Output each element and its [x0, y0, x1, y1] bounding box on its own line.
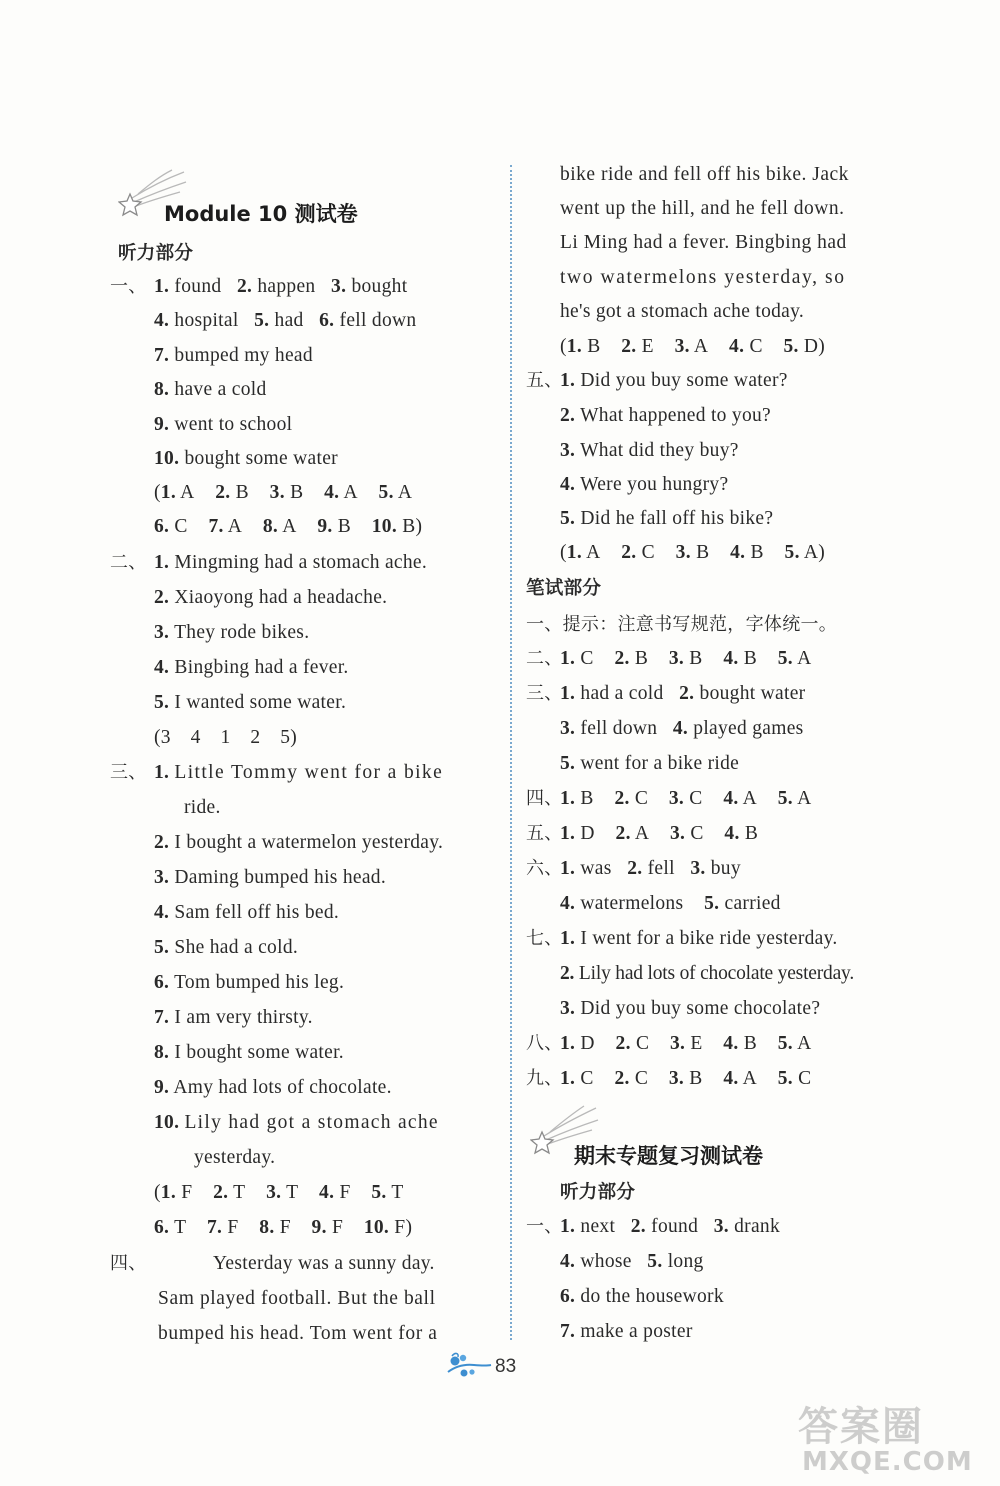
s4-cont-line-1: bike ride and fell off his bike. Jack [560, 164, 849, 185]
s3-item-2: 2. I bought a watermelon yesterday. [154, 832, 444, 853]
page-number: 83 [495, 1356, 517, 1377]
w4-answers: 1. B 2. C 3. C 4. A 5. A [560, 788, 812, 809]
s3-answers-2: 6. T 7. F 8. F 9. F 10. F) [154, 1217, 413, 1238]
s5-item-3: 3. What did they buy? [560, 440, 739, 461]
s3-number: 三、 [110, 762, 147, 783]
s3-item-8: 8. I bought some water. [154, 1042, 344, 1063]
w6-row-2: 4. watermelons 5. carried [560, 893, 781, 914]
s3-item-1: 1. Little Tommy went for a bike [154, 762, 444, 783]
s5-number: 五、 [526, 370, 563, 391]
w2-number: 二、 [526, 648, 563, 669]
w3-row-1: 1. had a cold 2. bought water [560, 683, 806, 704]
listening-section-heading: 听力部分 [118, 243, 194, 264]
w9-answers: 1. C 2. C 3. B 4. A 5. C [560, 1068, 812, 1089]
s3-item-5: 5. She had a cold. [154, 937, 299, 958]
s1-row-5: 9. went to school [154, 414, 293, 435]
final-title-block [528, 1104, 908, 1168]
w1-line: 一、提示：注意书写规范，字体统一。 [526, 614, 838, 635]
watermark [790, 1395, 995, 1483]
f1-row-2: 4. whose 5. long [560, 1251, 704, 1272]
watermark-url-text: MXQE.COM [802, 1447, 973, 1477]
s1-answers-2: 6. C 7. A 8. A 9. B 10. B) [154, 516, 423, 537]
s4-cont-line-3: Li Ming had a fever. Bingbing had [560, 232, 847, 253]
written-section-heading: 笔试部分 [526, 578, 602, 599]
s2-item-5: 5. I wanted some water. [154, 692, 347, 713]
final-review-title: 期末专题复习测试卷 [574, 1144, 763, 1168]
w3-row-2: 3. fell down 4. played games [560, 718, 804, 739]
s2-number: 二、 [110, 552, 147, 573]
s5-item-4: 4. Were you hungry? [560, 474, 729, 495]
s4-number: 四、 [110, 1253, 147, 1274]
s2-item-1: 1. Mingming had a stomach ache. [154, 552, 428, 573]
f1-row-4: 7. make a poster [560, 1321, 693, 1342]
s4-answers: (1. B 2. E 3. A 4. C 5. D) [560, 336, 826, 357]
s3-item-3: 3. Daming bumped his head. [154, 867, 387, 888]
s5-item-1: 1. Did you buy some water? [560, 370, 788, 391]
w6-number: 六、 [526, 858, 563, 879]
watermark-logo-text: 答案圈 [798, 1404, 924, 1450]
s5-answers: (1. A 2. C 3. B 4. B 5. A) [560, 542, 826, 563]
s1-row-3: 7. bumped my head [154, 345, 313, 366]
w3-row-3: 5. went for a bike ride [560, 753, 740, 774]
s3-item-9: 9. Amy had lots of chocolate. [154, 1077, 392, 1098]
s4-cont-line-4: two watermelons yesterday, so [560, 267, 846, 288]
s1-row-1: 1. found 2. happen 3. bought [154, 276, 408, 297]
w5-answers: 1. D 2. A 3. C 4. B [560, 823, 759, 844]
s4-line-3: bumped his head. Tom went for a [158, 1323, 438, 1344]
f1-row-3: 6. do the housework [560, 1286, 724, 1307]
s4-cont-line-5: he's got a stomach ache today. [560, 301, 805, 322]
w8-answers: 1. D 2. C 3. E 4. B 5. A [560, 1033, 812, 1054]
s2-item-3: 3. They rode bikes. [154, 622, 310, 643]
s3-item-7: 7. I am very thirsty. [154, 1007, 313, 1028]
w8-number: 八、 [526, 1033, 563, 1054]
w7-item-3: 3. Did you buy some chocolate? [560, 998, 821, 1019]
f1-row-1: 1. next 2. found 3. drank [560, 1216, 781, 1237]
s3-item-10-cont: yesterday. [194, 1147, 276, 1168]
s3-item-1-cont: ride. [184, 797, 221, 818]
footer-flower-icon [446, 1352, 492, 1380]
s1-row-4: 8. have a cold [154, 379, 267, 400]
s1-row-6: 10. bought some water [154, 448, 338, 469]
w7-number: 七、 [526, 928, 563, 949]
s4-line-1: Yesterday was a sunny day. [213, 1253, 435, 1274]
w2-answers: 1. C 2. B 3. B 4. B 5. A [560, 648, 812, 669]
s3-answers-1: (1. F 2. T 3. T 4. F 5. T [154, 1182, 404, 1203]
s3-item-4: 4. Sam fell off his bed. [154, 902, 340, 923]
s2-item-4: 4. Bingbing had a fever. [154, 657, 349, 678]
w5-number: 五、 [526, 823, 563, 844]
w6-row-1: 1. was 2. fell 3. buy [560, 858, 741, 879]
s5-item-2: 2. What happened to you? [560, 405, 772, 426]
column-divider [510, 165, 512, 1340]
w4-number: 四、 [526, 788, 563, 809]
module-title-block [118, 168, 498, 226]
s3-item-10: 10. Lily had got a stomach ache [154, 1112, 439, 1133]
w9-number: 九、 [526, 1068, 563, 1089]
s4-line-2: Sam played football. But the ball [158, 1288, 436, 1309]
s4-cont-line-2: went up the hill, and he fell down. [560, 198, 845, 219]
w7-item-1: 1. I went for a bike ride yesterday. [560, 928, 838, 949]
s1-row-2: 4. hospital 5. had 6. fell down [154, 310, 417, 331]
final-listening-heading: 听力部分 [560, 1182, 636, 1203]
s2-order-answer: (3 4 1 2 5) [154, 727, 298, 748]
f1-number: 一、 [526, 1216, 563, 1237]
module-title: Module 10 测试卷 [164, 202, 358, 226]
s5-item-5: 5. Did he fall off his bike? [560, 508, 774, 529]
w7-item-2: 2. Lily had lots of chocolate yesterday. [560, 963, 854, 984]
s1-answers-1: (1. A 2. B 3. B 4. A 5. A [154, 482, 413, 503]
s2-item-2: 2. Xiaoyong had a headache. [154, 587, 388, 608]
w3-number: 三、 [526, 683, 563, 704]
s1-number: 一、 [110, 276, 147, 297]
s3-item-6: 6. Tom bumped his leg. [154, 972, 345, 993]
